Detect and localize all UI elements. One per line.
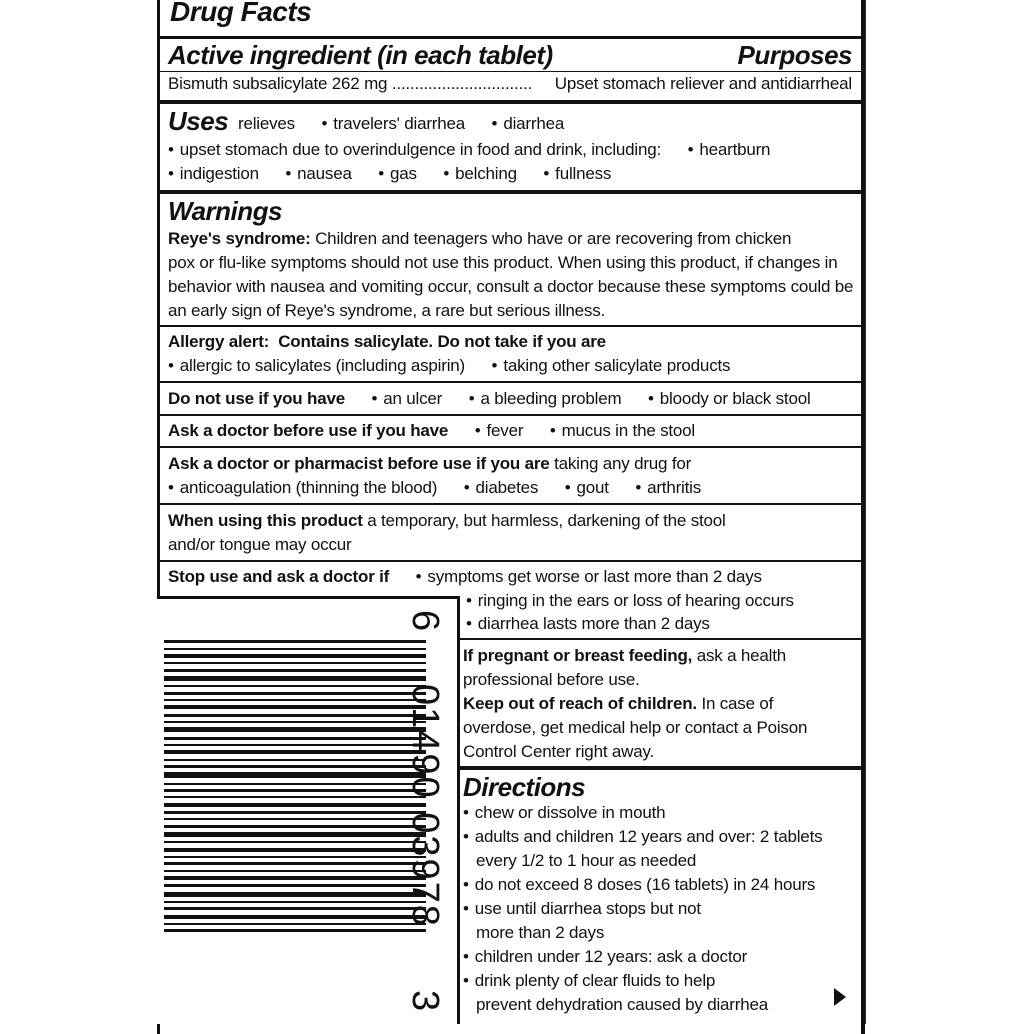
directions-item: • drink plenty of clear fluids to help (463, 969, 715, 993)
barcode-bar (164, 832, 426, 837)
barcode-bar (164, 901, 426, 903)
barcode-number (404, 600, 464, 1030)
barcode-bar (164, 856, 426, 858)
list-item: • anticoagulation (thinning the blood) (168, 478, 437, 497)
ask-pharmacist-items (168, 476, 701, 500)
barcode-bar (164, 692, 426, 695)
list-item: • diabetes (464, 478, 538, 497)
barcode (164, 640, 426, 960)
directions-item: • children under 12 years: ask a doctor (463, 945, 747, 969)
allergy-items (168, 354, 730, 378)
when-using-label: When using this product (168, 511, 363, 530)
do-not-use-label: Do not use if you have (168, 389, 345, 408)
warning-rule (157, 414, 862, 416)
barcode-bar (164, 929, 426, 932)
barcode-bar (164, 765, 426, 768)
continue-arrow-icon (834, 988, 846, 1006)
list-item: • an ulcer (372, 389, 443, 408)
reye-line-1: Reye's syndrome: Children and teenagers who have or are recovering from chicken (168, 229, 792, 248)
list-item: • gout (565, 478, 609, 497)
barcode-bar (164, 870, 426, 872)
pregnant-line-1: If pregnant or breast feeding, ask a health (463, 646, 787, 665)
reye-line-2: pox or flu-like symptoms should not use this product. When using this product, if changes in (168, 253, 838, 272)
barcode-bar (164, 640, 426, 643)
when-using-line-2: and/or tongue may occur (168, 535, 352, 554)
reye-line-3: behavior with nausea and vomiting occur, consult a doctor because these symptoms could be (168, 277, 854, 296)
use-item: • fullness (543, 164, 611, 183)
barcode-top-digit: 6 (404, 610, 446, 634)
stop-use-label: Stop use and ask a doctor if (168, 567, 390, 586)
stop-item-3 (466, 612, 710, 636)
ask-pharmacist: Ask a doctor or pharmacist before use if you are taking any drug for (168, 454, 692, 473)
title-rule (157, 36, 862, 39)
barcode-bar (164, 654, 426, 658)
warning-rule (157, 560, 862, 562)
barcode-bar (164, 699, 426, 701)
barcode-bar (164, 848, 426, 852)
use-item: • upset stomach due to overindulgence in food and drink, including: (168, 140, 661, 159)
barcode-bar (164, 892, 426, 897)
ingredient-name: Bismuth subsalicylate 262 mg (168, 74, 388, 93)
warning-rule (157, 381, 862, 383)
barcode-bar (164, 841, 426, 843)
active-ingredient-heading: Active ingredient (in each tablet) (168, 40, 553, 70)
list-item: • arthritis (635, 478, 701, 497)
directions-item: prevent dehydration caused by diarrhea (476, 995, 768, 1014)
drug-facts-title: Drug Facts (170, 0, 312, 27)
section-rule-3 (460, 766, 862, 770)
directions-item: • use until diarrhea stops but not (463, 897, 701, 921)
barcode-bar (164, 662, 426, 664)
barcode-bar (164, 676, 426, 681)
barcode-bar (164, 685, 426, 687)
keep-out-line-1: Keep out of reach of children. In case of (463, 694, 774, 713)
warning-rule (157, 503, 862, 505)
barcode-main-digits: 01490 03978 (404, 684, 446, 928)
barcode-bar (164, 811, 426, 814)
barcode-bar (164, 818, 426, 820)
barcode-bar (164, 789, 426, 792)
stop-use (168, 565, 762, 589)
barcode-bar (164, 727, 426, 732)
warning-rule (460, 638, 862, 640)
ask-doctor (168, 419, 695, 443)
barcode-bottom-digit: 3 (404, 990, 446, 1014)
barcode-bar (164, 803, 426, 807)
pregnant-line-2: professional before use. (463, 670, 640, 689)
allergy-alert: Allergy alert: Contains salicylate. Do not take if you are (168, 332, 606, 351)
barcode-bar (164, 721, 426, 723)
barcode-bar (164, 737, 426, 740)
list-item: • diarrhea lasts more than 2 days (466, 614, 710, 633)
ask-doctor-label: Ask a doctor before use if you have (168, 421, 449, 440)
warnings-heading: Warnings (168, 196, 282, 226)
ingredient-purpose: Upset stomach reliever and antidiarrheal (554, 74, 852, 93)
reye-label: Reye's syndrome: (168, 229, 311, 248)
uses-intro: relieves (238, 114, 295, 133)
barcode-bar (164, 669, 426, 672)
barcode-bar (164, 825, 426, 828)
barcode-bar (164, 648, 426, 650)
directions-item: every 1/2 to 1 hour as needed (476, 851, 697, 870)
keep-out-line-2: overdose, get medical help or contact a Poison (463, 718, 808, 737)
use-item: • nausea (285, 164, 351, 183)
directions-item: more than 2 days (476, 923, 605, 942)
list-item: • ringing in the ears or loss of hearing occurs (466, 591, 794, 610)
directions-item: • chew or dissolve in mouth (463, 801, 665, 825)
uses-line-3 (168, 162, 611, 186)
list-item: • a bleeding problem (469, 389, 622, 408)
purposes-heading: Purposes (737, 40, 852, 70)
list-item: • bloody or black stool (648, 389, 811, 408)
when-using-line-1: When using this product a temporary, but harmless, darkening of the stool (168, 511, 726, 530)
barcode-bar (164, 884, 426, 887)
active-ingredient-text (168, 72, 532, 96)
warning-rule (157, 446, 862, 448)
section-rule-1 (157, 100, 862, 104)
barcode-bar (164, 915, 426, 919)
barcode-bar (164, 759, 426, 761)
ask-pharmacist-label: Ask a doctor or pharmacist before use if you are (168, 454, 550, 473)
list-item: • symptoms get worse or last more than 2 days (416, 567, 762, 586)
reye-line-4: an early sign of Reye's syndrome, a rare but serious illness. (168, 301, 606, 320)
stop-item-2 (466, 589, 794, 613)
list-item: • taking other salicylate products (492, 356, 731, 375)
do-not-use (168, 387, 811, 411)
barcode-bar (164, 744, 426, 746)
warning-rule (157, 325, 862, 327)
barcode-bar (164, 923, 426, 925)
barcode-bar (164, 750, 426, 754)
list-item: • allergic to salicylates (including aspirin) (168, 356, 465, 375)
use-item: • gas (378, 164, 417, 183)
keep-out-line-3: Control Center right away. (463, 742, 655, 761)
barcode-bar (164, 783, 426, 785)
pregnant-label: If pregnant or breast feeding, (463, 646, 693, 665)
directions-heading: Directions (463, 772, 586, 802)
barcode-bar (164, 705, 426, 709)
uses-line-2 (168, 138, 770, 162)
barcode-bar (164, 907, 426, 910)
ingredient-dots: ............................... (391, 74, 533, 93)
barcode-bar (164, 876, 426, 880)
use-item: • diarrhea (492, 114, 565, 133)
barcode-bar (164, 772, 426, 778)
use-item: • indigestion (168, 164, 259, 183)
barcode-bar (164, 714, 426, 717)
use-item: • heartburn (688, 140, 771, 159)
barcode-bar (164, 796, 426, 798)
directions-item: • do not exceed 8 doses (16 tablets) in 24 hours (463, 873, 815, 897)
directions-item: • adults and children 12 years and over: 2 tablets (463, 825, 822, 849)
list-item: • fever (475, 421, 524, 440)
uses-line-1 (238, 112, 564, 136)
section-rule-2 (157, 190, 862, 194)
list-item: • mucus in the stool (550, 421, 695, 440)
use-item: • belching (443, 164, 517, 183)
use-item: • travelers' diarrhea (322, 114, 466, 133)
uses-heading: Uses (168, 106, 229, 136)
allergy-label: Allergy alert: (168, 332, 270, 351)
barcode-bar (164, 862, 426, 865)
keep-out-label: Keep out of reach of children. (463, 694, 697, 713)
